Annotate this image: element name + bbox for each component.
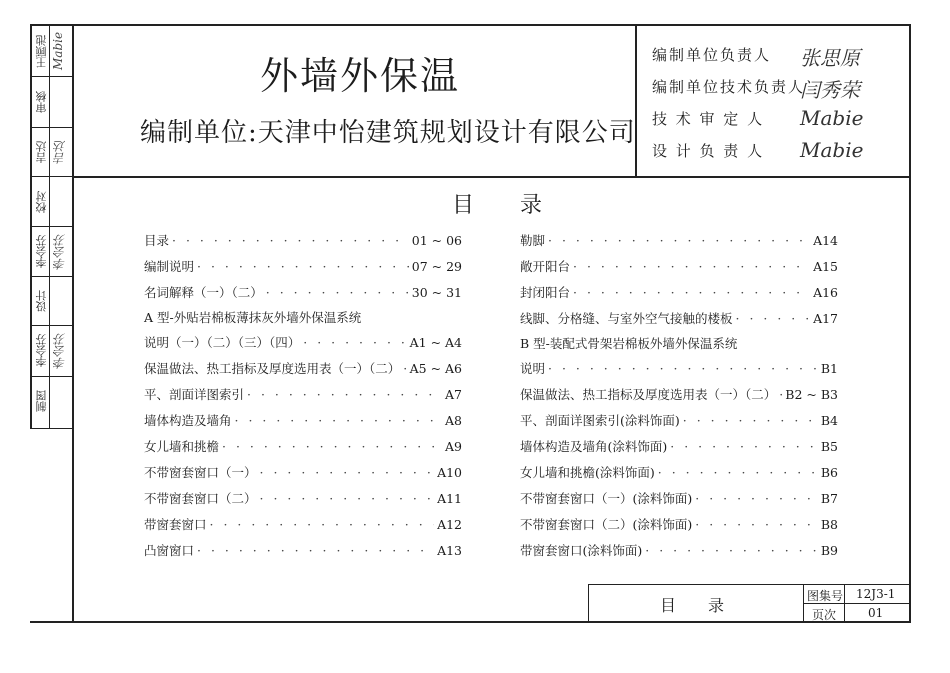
toc-item-page: A7 — [445, 387, 462, 402]
sidebar-sep — [30, 176, 74, 177]
sidebar-signature — [51, 184, 71, 220]
role-signature: Mabie — [800, 138, 864, 162]
toc-section-heading: A 型-外贴岩棉板薄抹灰外墙外保温系统 — [144, 310, 362, 325]
toc-item — [144, 333, 462, 353]
toc-item-title: 目录 — [144, 233, 170, 248]
atlas-number-label: 图集号 — [807, 589, 844, 603]
frame-top — [30, 24, 911, 26]
toc-item-title: 封闭阳台 — [520, 285, 571, 300]
sidebar-label: 李会芬 — [35, 334, 48, 368]
toc-heading-right: 录 — [520, 193, 543, 218]
toc-item — [144, 489, 462, 509]
toc-item-page: 30 ~ 31 — [411, 285, 462, 300]
toc-item — [520, 283, 838, 303]
toc-item — [144, 231, 462, 251]
toc-item-page: B7 — [820, 491, 838, 506]
sidebar-signature — [51, 283, 71, 319]
role-label: 技 术 审 定 人 — [652, 110, 765, 128]
atlas-number-value: 12J3-1 — [856, 587, 896, 601]
toc-item — [144, 359, 462, 379]
toc-item — [520, 437, 838, 457]
page-title: 外墙外保温 — [259, 54, 460, 98]
toc-item-page: B6 — [820, 465, 838, 480]
toc-item — [144, 541, 462, 561]
toc-item — [520, 359, 838, 379]
toc-heading-left: 目 — [452, 193, 475, 218]
frame-bottom — [30, 621, 911, 623]
sidebar-signature: 李会芬 — [53, 333, 67, 369]
toc-section-heading: B 型-装配式骨架岩棉板外墙外保温系统 — [520, 336, 738, 351]
toc-item-page: A11 — [437, 491, 462, 506]
toc-item — [144, 385, 462, 405]
sidebar-sep — [30, 226, 74, 227]
toc-item — [520, 515, 838, 535]
toc-item — [144, 411, 462, 431]
sidebar-mid-rule — [49, 24, 50, 429]
toc-item-page: A1 ~ A4 — [409, 335, 462, 350]
sidebar-sep — [30, 376, 74, 377]
toc-item — [144, 515, 462, 535]
sidebar-label: 制图 — [35, 390, 48, 412]
toc-item-page: A10 — [437, 465, 462, 480]
toc-item-page: 07 ~ 29 — [411, 259, 462, 274]
toc-item-page: B8 — [820, 517, 838, 532]
toc-item-page: A8 — [445, 413, 462, 428]
toc-item-title: 说明（一）（二）（三）（四） — [144, 335, 301, 350]
role-signature: Mabie — [800, 106, 864, 130]
toc-item — [520, 489, 838, 509]
toc-item — [144, 257, 462, 277]
toc-item — [520, 463, 838, 483]
toc-item-title: 线脚、分格缝、与室外空气接触的楼板 — [520, 311, 733, 326]
toc-item-page: B4 — [820, 413, 838, 428]
toc-item-title: 凸窗窗口 — [144, 543, 195, 558]
toc-item-title: 墙体构造及墙角 — [144, 413, 232, 428]
role-label: 设 计 负 责 人 — [652, 142, 765, 160]
role-signature: 闫秀荣 — [800, 78, 860, 102]
toc-item-page: 01 ~ 06 — [411, 233, 462, 248]
toc-item-page: A15 — [813, 259, 838, 274]
toc-item-title: 保温做法、热工指标及厚度选用表（一）（二） — [144, 361, 401, 376]
toc-item-page: B5 — [820, 439, 838, 454]
toc-item — [144, 463, 462, 483]
toc-item-page: B9 — [820, 543, 838, 558]
sidebar-sep — [30, 76, 74, 77]
toc-item-title: 勒脚 — [520, 233, 546, 248]
toc-item-title: 不带窗套窗口（二） — [144, 491, 257, 506]
toc-item-title: 敞开阳台 — [520, 259, 571, 274]
toc-item-title: 女儿墙和挑檐(涂料饰面) — [520, 465, 655, 480]
sidebar-label: 设计 — [35, 290, 48, 312]
toc-item-title: 不带窗套窗口（二）(涂料饰面) — [520, 517, 693, 532]
tb-top — [588, 584, 911, 585]
toc-item-title: 女儿墙和挑檐 — [144, 439, 220, 454]
toc-item-title: 墙体构造及墙角(涂料饰面) — [520, 439, 668, 454]
toc-item-page: A14 — [813, 233, 838, 248]
organization-line: 编制单位:天津中怡建筑规划设计有限公司 — [140, 118, 636, 148]
toc-item-title: 带窗套窗口(涂料饰面) — [520, 543, 643, 558]
toc-item-page: A17 — [813, 311, 838, 326]
toc-item — [144, 437, 462, 457]
toc-item-title: 编制说明 — [144, 259, 195, 274]
title-block-name: 目 录 — [660, 596, 725, 615]
toc-item — [520, 541, 838, 561]
toc-item-title: 保温做法、热工指标及厚度选用表（一）（二） — [520, 387, 777, 402]
toc-item-title: 名词解释（一）（二） — [144, 285, 263, 300]
toc-item — [520, 309, 838, 329]
sidebar-label: 审核 — [35, 91, 48, 113]
sidebar-sep — [30, 325, 74, 326]
toc-item-page: B1 — [820, 361, 838, 376]
toc-item-title: 不带窗套窗口（一）(涂料饰面) — [520, 491, 693, 506]
sidebar-signature: 李会芬 — [53, 234, 67, 270]
toc-item — [520, 385, 838, 405]
sidebar-signature: Mabie — [51, 31, 65, 71]
toc-item-title: 说明 — [520, 361, 546, 376]
sidebar-label: 吉达 — [35, 141, 48, 163]
toc-item-page: B2 ~ B3 — [785, 387, 838, 402]
sidebar-label: 王顾池 — [35, 35, 48, 69]
role-signature: 张思原 — [800, 46, 860, 70]
toc-item-page: A5 ~ A6 — [409, 361, 462, 376]
toc-item-page: A12 — [437, 517, 462, 532]
role-label: 编制单位负责人 — [652, 46, 772, 64]
sidebar-label: 李会芬 — [35, 235, 48, 269]
page-number-label: 页次 — [812, 608, 837, 622]
tb-left — [588, 584, 589, 623]
header-divider — [635, 24, 637, 178]
toc-item — [520, 411, 838, 431]
page-number-value: 01 — [868, 606, 884, 620]
header-bottom-rule — [72, 176, 911, 178]
frame-inner-left — [72, 24, 74, 623]
toc-item-page: A9 — [445, 439, 462, 454]
toc-item — [520, 231, 838, 251]
toc-item — [144, 283, 462, 303]
sidebar-signature — [51, 84, 71, 120]
toc-item-page: A16 — [813, 285, 838, 300]
frame-right — [909, 24, 911, 623]
toc-item — [520, 257, 838, 277]
sidebar-signature — [51, 382, 71, 420]
role-label: 编制单位技术负责人 — [652, 78, 806, 96]
sidebar-label: 校对 — [35, 191, 48, 213]
sidebar-bottom-rule — [30, 428, 74, 429]
toc-item-title: 平、剖面详图索引 — [144, 387, 245, 402]
toc-item-page: A13 — [437, 543, 462, 558]
sidebar-sep — [30, 276, 74, 277]
sidebar-signature: 吉达 — [53, 140, 67, 164]
toc-item-title: 带窗套窗口 — [144, 517, 207, 532]
toc-item-title: 平、剖面详图索引(涂料饰面) — [520, 413, 680, 428]
sidebar-sep — [30, 127, 74, 128]
toc-item-title: 不带窗套窗口（一） — [144, 465, 257, 480]
